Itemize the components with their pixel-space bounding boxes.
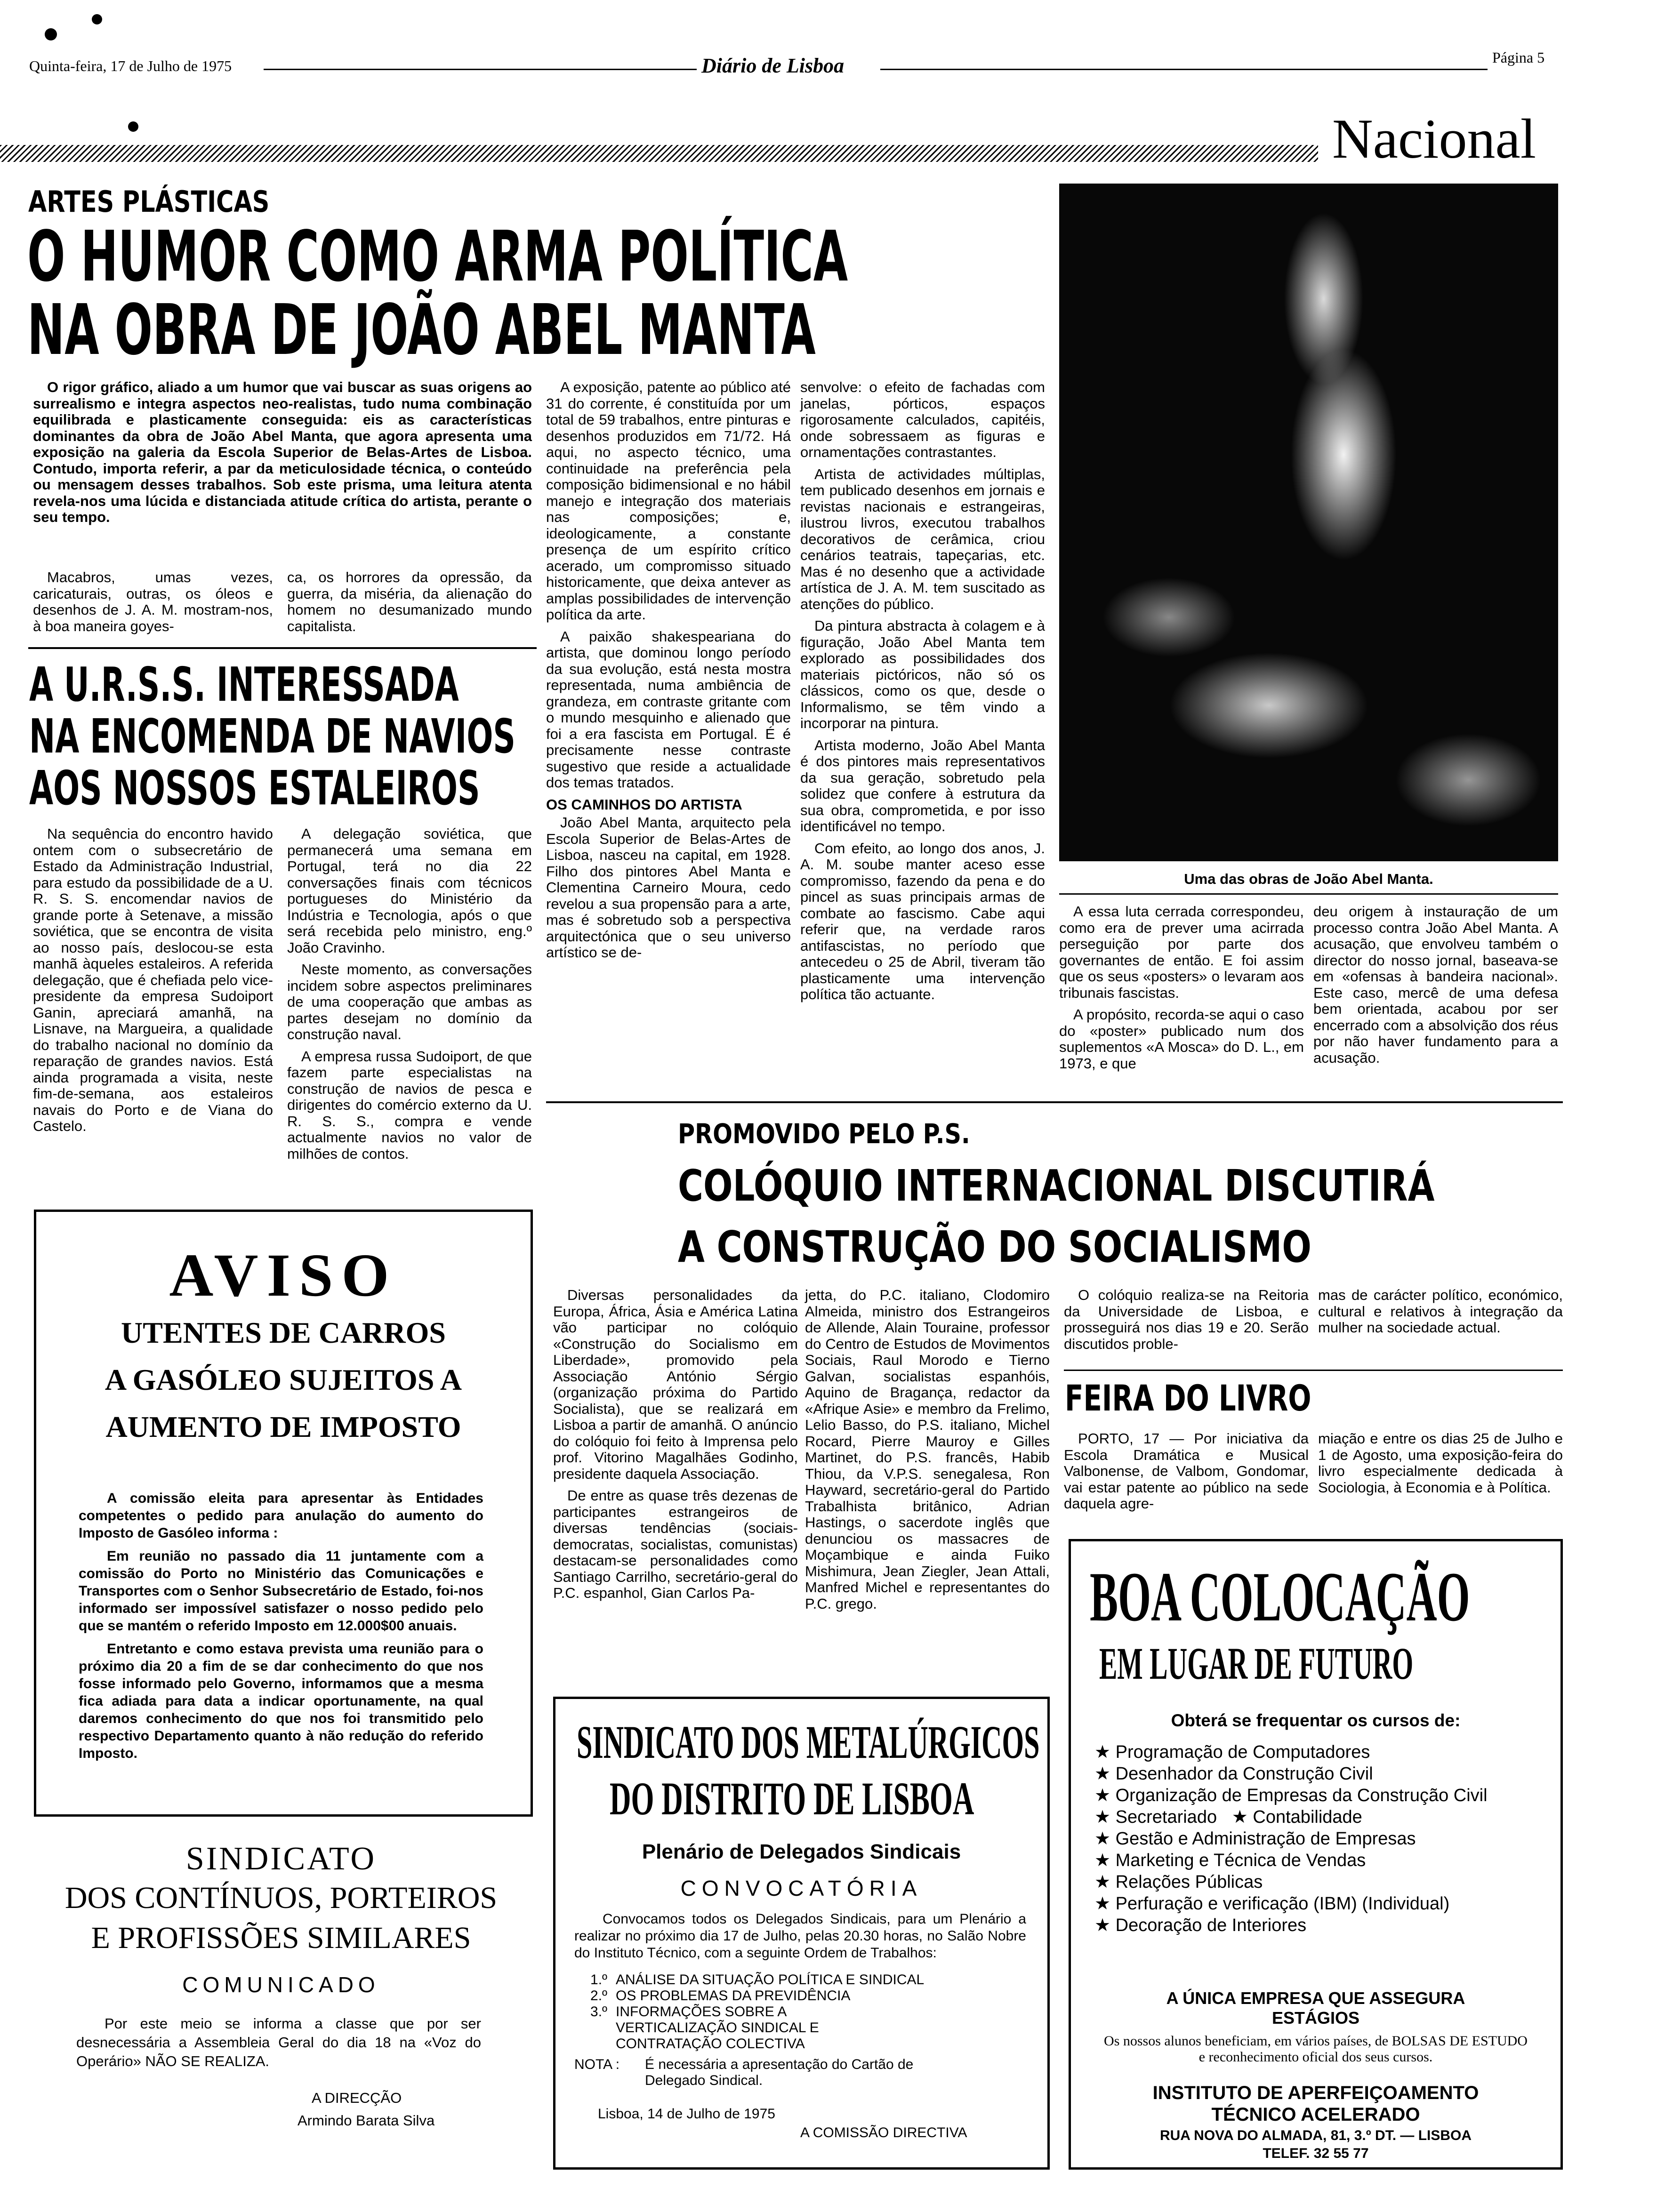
- article1-paragraph: João Abel Manta, arquitecto pela Escola Superior de Belas-Artes de Lisboa, nasceu na capital, em 1928. Filho dos pintores Abel Manta e Clementina Carneiro Moura, cedo revelou a sua propensão para a arte, mas é sobretudo sob a perspectiva arquitectónica que o seu universo artístico se de-: [546, 814, 791, 961]
- article1-kicker: ARTES PLÁSTICAS: [28, 184, 270, 219]
- article1-col6: [1313, 904, 1558, 1072]
- aviso-paragraph: Em reunião no passado dia 11 juntamente com a comissão do Porto no Ministério das Comunicações e Transportes com o Senhor Subsecretário de Estado, foi-nos informado ser impossível satisfazer o nosso pedido pelo que se mantém o referido Imposto em 12.000$00 anuais.: [79, 1548, 483, 1634]
- boa-course-list: [1094, 1741, 1546, 1936]
- section-hatch-bar: [0, 145, 1318, 162]
- article3-paragraph: mas de carácter político, económico, cultural e relativos à integração da mulher na sociedade actual.: [1318, 1287, 1563, 1336]
- article3-col4: [1318, 1287, 1563, 1342]
- article3-kicker: PROMOVIDO PELO P.S.: [678, 1118, 970, 1150]
- feira-paragraph: miação e entre os dias 25 de Julho e 1 de Agosto, uma exposição-feira do livro especialmente dedicada à Sociologia, à Economia e à Política.: [1318, 1430, 1563, 1496]
- feira-col2: [1318, 1431, 1563, 1501]
- continuos-title-line: SINDICATO: [185, 1841, 377, 1877]
- continuos-sign-title: A DIRECÇÃO: [312, 2090, 402, 2106]
- article1-paragraph: A essa luta cerrada correspondeu, como era de prever uma acirrada perseguição por parte dos governantes de então. E foi assim que os seus «posters» o levaram aos tribunais fascistas.: [1059, 903, 1304, 1001]
- article3-paragraph: Diversas personalidades da Europa, África, Ásia e América Latina vão participar no colóquio «Construção do Socialismo em Liberdade», promovido pela Associação António Sérgio (organização próxima do Partido Socialista), que se realizará em Lisboa a partir de amanhã. O anúncio do colóquio foi feito à Imprensa pelo prof. Vitorino Magalhães Godinho, presidente daquela Associação.: [553, 1287, 798, 1482]
- article2-paragraph: A delegação soviética, que permanecerá uma semana em Portugal, terá no dia 22 conversações finais com técnicos portugueses do Ministério da Indústria e Tecnologia, após o que será recebida pelo ministro, eng.º João Cravinho.: [287, 825, 532, 956]
- course-label: Perfuração e verificação (IBM) (Individual): [1115, 1894, 1450, 1914]
- aviso-body: [79, 1490, 483, 1768]
- page-dot: [128, 121, 138, 132]
- article1-col4: [800, 379, 1045, 1009]
- nota-label: NOTA :: [574, 2057, 620, 2072]
- metalurgicos-date: Lisboa, 14 de Julho de 1975: [598, 2106, 775, 2122]
- boa-address: RUA NOVA DO ALMADA, 81, 3.º DT. — LISBOA: [1159, 2128, 1472, 2143]
- continuos-subtitle: COMUNICADO: [182, 1972, 380, 1997]
- article1-paragraph: Artista de actividades múltiplas, tem publicado desenhos em jornais e revistas nacionais e estrangeiras, ilustrou livros, executou trabalhos decorativos de cerâmica, criou cenários teatrais, tapeçarias, etc. Mas é no desenho que a actividade artística de J. A. M. tem suscitado as atenções do público.: [800, 465, 1045, 612]
- star-icon: ★: [1094, 1786, 1116, 1805]
- feira-col1: [1064, 1431, 1309, 1518]
- agenda-number: 2.º: [590, 1988, 607, 2004]
- masthead: Diário de Lisboa: [701, 54, 845, 77]
- star-icon: ★: [1094, 1872, 1116, 1892]
- agenda-text: ANÁLISE DA SITUAÇÃO POLÍTICA E SINDICAL: [616, 1972, 925, 1988]
- star-icon: ★: [1094, 1851, 1116, 1870]
- aviso-paragraph: Entretanto e como estava prevista uma reunião para o próximo dia 20 a fim de se dar conhecimento do que nos fosse informado pelo Governo, informamos que a mesma fica adiada para data a indicar oportunamente, na qual daremos conhecimento do que nos foi transmitido pelo respectivo Departamento quanto à não redução do referido Imposto.: [79, 1641, 483, 1761]
- course-item: [1094, 1806, 1546, 1828]
- aviso-line: A GASÓLEO SUJEITOS A: [105, 1363, 462, 1396]
- boa-phone: TELEF. 32 55 77: [1263, 2146, 1369, 2161]
- aviso-ad-box: [34, 1210, 533, 1817]
- metalurgicos-convocatoria: CONVOCATÓRIA: [680, 1876, 923, 1900]
- article1-headline-line2: NA OBRA DE JOÃO ABEL MANTA: [27, 289, 816, 370]
- article3-col1: [553, 1287, 798, 1607]
- metalurgicos-title-line: SINDICATO DOS METALÚRGICOS: [577, 1716, 1040, 1768]
- header-rule-left: [264, 69, 697, 70]
- article1-headline-line1: O HUMOR COMO ARMA POLÍTICA: [27, 216, 848, 297]
- metalurgicos-body: Convocamos todos os Delegados Sindicais, para um Plenário a realizar no próximo dia 17 de Julho, pelas 20.30 horas, no Salão Nobre do Instituto Técnico, com a seguinte Ordem de Trabalhos:: [574, 1911, 1026, 1961]
- boa-colocacao-ad-box: [1069, 1539, 1563, 2170]
- boa-title: BOA COLOCAÇÃO: [1090, 1558, 1470, 1636]
- course-label: Organização de Empresas da Construção Civil: [1115, 1786, 1488, 1805]
- metalurgicos-notice-box: [553, 1697, 1050, 2170]
- course-item: [1094, 1850, 1546, 1871]
- agenda-item: [574, 1988, 1026, 2004]
- star-icon: ★: [1094, 1894, 1116, 1914]
- page-dot: [92, 14, 102, 24]
- course-label: Relações Públicas: [1115, 1872, 1263, 1892]
- article2-col2: [287, 826, 532, 1168]
- boa-note: Os nossos alunos beneficiam, em vários países, de BOLSAS DE ESTUDO e reconhecimento oficial dos seus cursos.: [1104, 2033, 1528, 2065]
- star-icon: ★: [1094, 1742, 1116, 1762]
- metalurgicos-subtitle: Plenário de Delegados Sindicais: [642, 1840, 961, 1863]
- course-label: Marketing e Técnica de Vendas: [1115, 1851, 1366, 1870]
- agenda-text: OS PROBLEMAS DA PREVIDÊNCIA: [616, 1988, 851, 2004]
- course-item: [1094, 1785, 1546, 1806]
- article1-paragraph: Macabros, umas vezes, caricaturais, outras, os óleos e desenhos de J. A. M. mostram-nos, à boa maneira goyes-: [33, 569, 273, 634]
- article1-paragraph: senvolve: o efeito de fachadas com janelas, pórticos, espaços rigorosamente calculados, capitéis, onde sobressaem as figuras e ornamentações contrastantes.: [800, 379, 1045, 460]
- feira-paragraph: PORTO, 17 — Por iniciativa da Escola Dramática e Musical Valbonense, de Valbom, Gondomar, vai estar patente ao público na sede daquela agre-: [1064, 1430, 1309, 1512]
- course-label: Secretariado: [1115, 1807, 1217, 1827]
- metalurgicos-sign: A COMISSÃO DIRECTIVA: [800, 2125, 967, 2140]
- continuos-body: Por este meio se informa a classe que por ser desnecessária a Assembleia Geral do dia 18 na «Voz do Operário» NÃO SE REALIZA.: [76, 2015, 481, 2069]
- article2-paragraph: A empresa russa Sudoiport, de que fazem parte especialistas na construção de navios de pesca e dirigentes do comércio externo da U. R. S. S., compra e vende actualmente navios no valor de milhões de contos.: [287, 1048, 532, 1162]
- aviso-line: UTENTES DE CARROS: [121, 1316, 446, 1349]
- course-label: Programação de Computadores: [1115, 1742, 1370, 1762]
- article-divider: [28, 647, 537, 649]
- header-date: Quinta-feira, 17 de Julho de 1975: [29, 57, 232, 74]
- boa-courses-intro: Obterá se frequentar os cursos de:: [1171, 1711, 1461, 1730]
- article1-paragraph: Da pintura abstracta à colagem e à figuração, João Abel Manta tem explorado as possibilidades dos materiais pictóricos, não só os clássicos, como os que, desde o Informalismo, se têm vindo a incorporar na pintura.: [800, 617, 1045, 731]
- article1-paragraph: ca, os horrores da opressão, da guerra, da miséria, da alienação do homem no desumanizado mundo capitalista.: [287, 569, 532, 634]
- course-item: [1094, 1893, 1546, 1915]
- article3-col2: [805, 1287, 1050, 1618]
- article3-paragraph: jetta, do P.C. italiano, Clodomiro Almeida, ministro dos Estrangeiros de Allende, Alain Touraine, professor do Centro de Estudos de Movimentos Sociais, Raul Morodo e Tierno Galvan, socialistas espanhóis, Aquino de Bragança, redactor da «Afrique Asie» e membro da Frelimo, Lelio Basso, do P.S. italiano, Michel Rocard, Pierre Mauroy e Gilles Martinet, do P.S. francês, Habib Thiou, da V.P.S. senegalesa, Ron Hayward, secretário-geral do Partido Trabalhista britânico, Adrian Hastings, o sacerdote inglês que denunciou os massacres de Moçambique e ainda Fuiko Mishimura, Jean Ziegler, Jean Attali, Manfred Michel e representantes do P.C. grego.: [805, 1287, 1050, 1612]
- course-item: [1094, 1763, 1546, 1785]
- metalurgicos-nota: [574, 2057, 1026, 2089]
- metalurgicos-title-line: DO DISTRITO DE LISBOA: [610, 1772, 974, 1825]
- star-icon: ★: [1231, 1807, 1253, 1827]
- page-number: Página 5: [1492, 49, 1545, 66]
- article1-paragraph: Artista moderno, João Abel Manta é dos pintores mais representativos da sua geração, sobretudo pela solidez que confere à estrutura da sua obra, comprometida, e por isso identificável no tempo.: [800, 737, 1045, 834]
- article2-col1: [33, 826, 273, 1140]
- photo-caption: Uma das obras de João Abel Manta.: [1184, 871, 1433, 887]
- article2-paragraph: Na sequência do encontro havido ontem com o subsecretário de Estado da Administração Industrial, para estudo da possibilidade de a U. R. S. S. encomendar navios de grande porte à Setenave, a missão soviética, que se encontra de visita ao nosso país, deslocou-se esta manhã àqueles estaleiros. A referida delegação, que é chefiada pelo vice-presidente da empresa Sudoiport Ganin, apreciará amanhã, na Lisnave, na Margueira, a qualidade do trabalho nacional no domínio da reparação de grandes navios. Está ainda programada a visita, neste fim-de-semana, aos estaleiros navais do Porto e de Viana do Castelo.: [33, 825, 273, 1134]
- article3-col3: [1064, 1287, 1309, 1358]
- course-label: Gestão e Administração de Empresas: [1115, 1829, 1416, 1849]
- continuos-notice: [34, 1826, 528, 2193]
- course-label: Desenhador da Construção Civil: [1115, 1764, 1373, 1784]
- continuos-sign-name: Armindo Barata Silva: [298, 2112, 435, 2129]
- section-divider: [546, 1101, 1563, 1103]
- boa-institute: TÉCNICO ACELERADO: [1211, 2104, 1420, 2125]
- course-item: [1094, 1915, 1546, 1936]
- feira-top-rule: [1064, 1370, 1563, 1371]
- agenda-item: [574, 1972, 1026, 1988]
- nota-text: É necessária a apresentação do Cartão de Delegado Sindical.: [645, 2057, 914, 2088]
- article2-headline-line1: A U.R.S.S. INTERESSADA: [29, 657, 459, 712]
- boa-unique: A ÚNICA EMPRESA QUE ASSEGURA ESTÁGIOS: [1166, 1988, 1465, 2028]
- feira-headline: FEIRA DO LIVRO: [1065, 1377, 1311, 1419]
- article2-headline-line2: NA ENCOMENDA DE NAVIOS: [29, 709, 515, 764]
- star-icon: ★: [1094, 1829, 1116, 1849]
- agenda-number: 3.º: [590, 2004, 607, 2020]
- star-icon: ★: [1094, 1764, 1116, 1784]
- article1-col5: [1059, 904, 1304, 1077]
- section-name: Nacional: [1332, 107, 1536, 170]
- course-item: [1094, 1828, 1546, 1850]
- agenda-number: 1.º: [590, 1972, 607, 1988]
- article2-paragraph: Neste momento, as conversações incidem sobre aspectos preliminares de uma cooperação que ambas as partes desejam no domínio da construção naval.: [287, 961, 532, 1042]
- continuos-title-line: DOS CONTÍNUOS, PORTEIROS: [64, 1881, 498, 1915]
- header-rule-right: [880, 69, 1488, 70]
- boa-institute: INSTITUTO DE APERFEIÇOAMENTO: [1152, 2083, 1479, 2103]
- article1-col2: [287, 569, 532, 640]
- article1-paragraph: A paixão shakespeariana do artista, que dominou longo período da sua evolução, está nesta mostra representada, numa ambiência de grandeza, em contraste gritante com o mundo mesquinho e alienado que foi a era fascista em Portugal. É é precisamente nesse contraste sugestivo que reside a actualidade dos temas tratados.: [546, 628, 791, 791]
- continuos-title-line: E PROFISSÕES SIMILARES: [91, 1921, 471, 1955]
- aviso-line: AUMENTO DE IMPOSTO: [105, 1410, 461, 1443]
- course-item: [1094, 1871, 1546, 1893]
- article1-lead-text: O rigor gráfico, aliado a um humor que vai buscar as suas origens ao surrealismo e integra aspectos neo-realistas, tudo numa combinação equilibrada e plasticamente conseguida: eis as características dominantes da obra de João Abel Manta, que agora apresenta uma exposição na galeria da Escola Superior de Belas-Artes de Lisboa. Contudo, importa referir, a par da meticulosidade técnica, o conteúdo ou mensagem desses trabalhos. Sob este prisma, uma leitura atenta revela-nos uma lúcida e distanciada atitude crítica do artista, perante o seu tempo.: [33, 379, 532, 525]
- caption-rule: [1059, 893, 1558, 895]
- course-label: Decoração de Interiores: [1115, 1915, 1307, 1935]
- article1-paragraph: A exposição, patente ao público até 31 do corrente, é constituída por um total de 59 trabalhos, entre pinturas e desenhos produzidos em 71/72. Há aqui, no aspecto técnico, uma continuidade na preferência pela composição bidimensional e no hábil manejo e integração dos materiais nas composições; e, ideologicamente, a constante presença de um espírito crítico acerado, um compromisso situado historicamente, que deixa antever as amplas possibilidades de intervenção política da arte.: [546, 379, 791, 623]
- article1-paragraph: Com efeito, ao longo dos anos, J. A. M. soube manter aceso esse compromisso, fazendo da pena e do pincel as suas principais armas de combate ao fascismo. Cabe aqui referir que, na verdade raros antifascistas, no período que antecedeu o 25 de Abril, tiveram tão plasticamente uma intervenção política tão actuante.: [800, 840, 1045, 1002]
- star-icon: ★: [1094, 1807, 1116, 1827]
- artwork-photo: [1059, 184, 1558, 861]
- aviso-title: AVISO: [169, 1242, 398, 1309]
- article1-paragraph: A propósito, recorda-se aqui o caso do «poster» publicado num dos suplementos «A Mosca» do D. L., em 1973, e que: [1059, 1006, 1304, 1072]
- article2-headline-line3: AOS NOSSOS ESTALEIROS: [29, 761, 480, 816]
- course-item: [1094, 1741, 1546, 1763]
- metalurgicos-agenda: [574, 1972, 1026, 2052]
- aviso-paragraph: A comissão eleita para apresentar às Entidades competentes o pedido para anulação do aumento do Imposto de Gasóleo informa :: [79, 1491, 483, 1541]
- boa-subtitle: EM LUGAR DE FUTURO: [1099, 1638, 1414, 1689]
- article1-subhead: OS CAMINHOS DO ARTISTA: [546, 796, 742, 813]
- agenda-text: INFORMAÇÕES SOBRE A VERTICALIZAÇÃO SINDICAL E CONTRATAÇÃO COLECTIVA: [616, 2004, 819, 2052]
- article1-lead: [33, 379, 532, 531]
- article1-paragraph: deu origem à instauração de um processo contra João Abel Manta. A acusação, que envolveu também o director do nosso jornal, baseava-se em «ofensas à bandeira nacional». Este caso, mercê de uma defesa bem orientada, acabou por ser encerrado com a absolvição dos réus por não haver fundamento para a acusação.: [1313, 903, 1558, 1066]
- article1-col3: [546, 379, 791, 967]
- page-dot: [45, 28, 57, 40]
- article3-headline-line2: A CONSTRUÇÃO DO SOCIALISMO: [678, 1222, 1311, 1272]
- agenda-item: [574, 2004, 1026, 2052]
- article3-paragraph: De entre as quase três dezenas de participantes estrangeiros de diversas tendências (sociais-democratas, socialistas, comunistas) destacam-se personalidades como Santiago Carrilho, secretário-geral do P.C. espanhol, Gian Carlos Pa-: [553, 1487, 798, 1601]
- article1-col1: [33, 569, 273, 640]
- course-label: Contabilidade: [1253, 1807, 1362, 1827]
- star-icon: ★: [1094, 1915, 1116, 1935]
- article3-paragraph: O colóquio realiza-se na Reitoria da Universidade de Lisboa, e prosseguirá nos dias 19 e 20. Serão discutidos proble-: [1064, 1287, 1309, 1352]
- article3-headline-line1: COLÓQUIO INTERNACIONAL DISCUTIRÁ: [678, 1161, 1435, 1211]
